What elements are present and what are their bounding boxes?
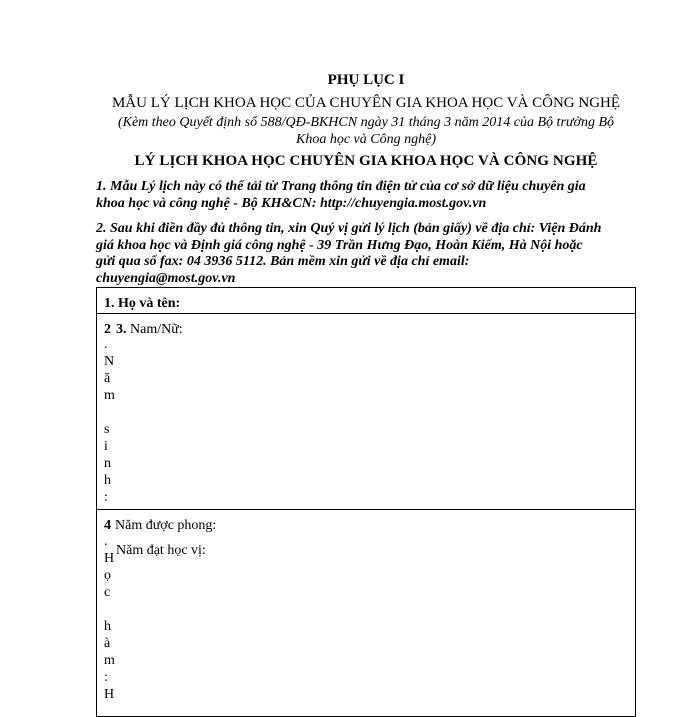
- instruction-note-2: [96, 221, 644, 287]
- vertical-char: H: [104, 551, 115, 566]
- vertical-char: :: [104, 670, 108, 685]
- row-divider: [97, 313, 635, 314]
- decree-note-line: Khoa học và Công nghệ): [296, 132, 436, 147]
- decree-note: [96, 114, 636, 148]
- note-line: giá khoa học và Định giá công nghệ - 39 Trần Hưng Đạo, Hoàn Kiếm, Hà Nội hoặc: [96, 237, 583, 253]
- vertical-char: ă: [104, 371, 111, 386]
- gender-field-number: 3.: [116, 322, 127, 337]
- vertical-char: .: [104, 534, 108, 549]
- vertical-char: [104, 601, 118, 618]
- note-line: chuyengia@most.gov.vn: [96, 270, 236, 286]
- note-line: khoa học và công nghệ - Bộ KH&CN: http://chuyengia.most.gov.vn: [96, 195, 487, 211]
- vertical-char: ọ: [104, 568, 111, 583]
- vertical-char: N: [104, 354, 115, 369]
- vertical-char: :: [104, 490, 108, 505]
- vertical-char: [104, 404, 118, 421]
- note-line: 2. Sau khi điền đầy đủ thông tin, xin Quý vị gửi lý lịch (bản giấy) về địa chỉ: Viện Đánh: [96, 221, 602, 236]
- vertical-char: m: [104, 388, 115, 403]
- vertical-char: h: [104, 473, 111, 488]
- note-line: gửi qua số fax: 04 3936 5112. Bản mềm xin gửi về địa chỉ email:: [96, 254, 470, 269]
- gender-field[interactable]: Nam/Nữ:: [130, 322, 183, 337]
- vertical-char: H: [104, 687, 115, 702]
- full-name-field[interactable]: 1. Họ và tên:: [104, 296, 181, 311]
- vertical-char: h: [104, 619, 111, 634]
- decree-note-line: (Kèm theo Quyết định số 588/QĐ-BKHCN ngày 31 tháng 3 năm 2014 của Bộ trưởng Bộ: [117, 115, 615, 130]
- row-divider: [97, 509, 635, 510]
- note-line: 1. Mẫu Lý lịch này có thể tải từ Trang thông tin điện tử của cơ sở dữ liệu chuyên gia: [96, 179, 586, 194]
- vertical-char: à: [104, 636, 111, 651]
- main-heading: LÝ LỊCH KHOA HỌC CHUYÊN GIA KHOA HỌC VÀ CÔNG NGHỆ: [134, 153, 598, 169]
- cv-form-table: [96, 287, 636, 717]
- appendix-title: PHỤ LỤC I: [327, 72, 405, 88]
- degree-year-field[interactable]: Năm đạt học vị:: [116, 543, 206, 558]
- vertical-char: i: [104, 439, 108, 454]
- academic-title-field-vertical[interactable]: [104, 533, 118, 703]
- vertical-char: n: [104, 456, 111, 471]
- birth-year-field-vertical[interactable]: [104, 336, 118, 506]
- title-year-field[interactable]: Năm được phong:: [115, 518, 217, 533]
- vertical-char: c: [104, 585, 111, 600]
- form-title: MẪU LÝ LỊCH KHOA HỌC CỦA CHUYÊN GIA KHOA HỌC VÀ CÔNG NGHỆ: [111, 95, 621, 111]
- title-year-field-number: 4: [104, 518, 111, 533]
- vertical-char: s: [104, 422, 110, 437]
- vertical-char: .: [104, 337, 108, 352]
- instruction-note-1: [96, 179, 644, 212]
- vertical-char: m: [104, 653, 115, 668]
- birth-year-field-number: 2: [104, 322, 111, 337]
